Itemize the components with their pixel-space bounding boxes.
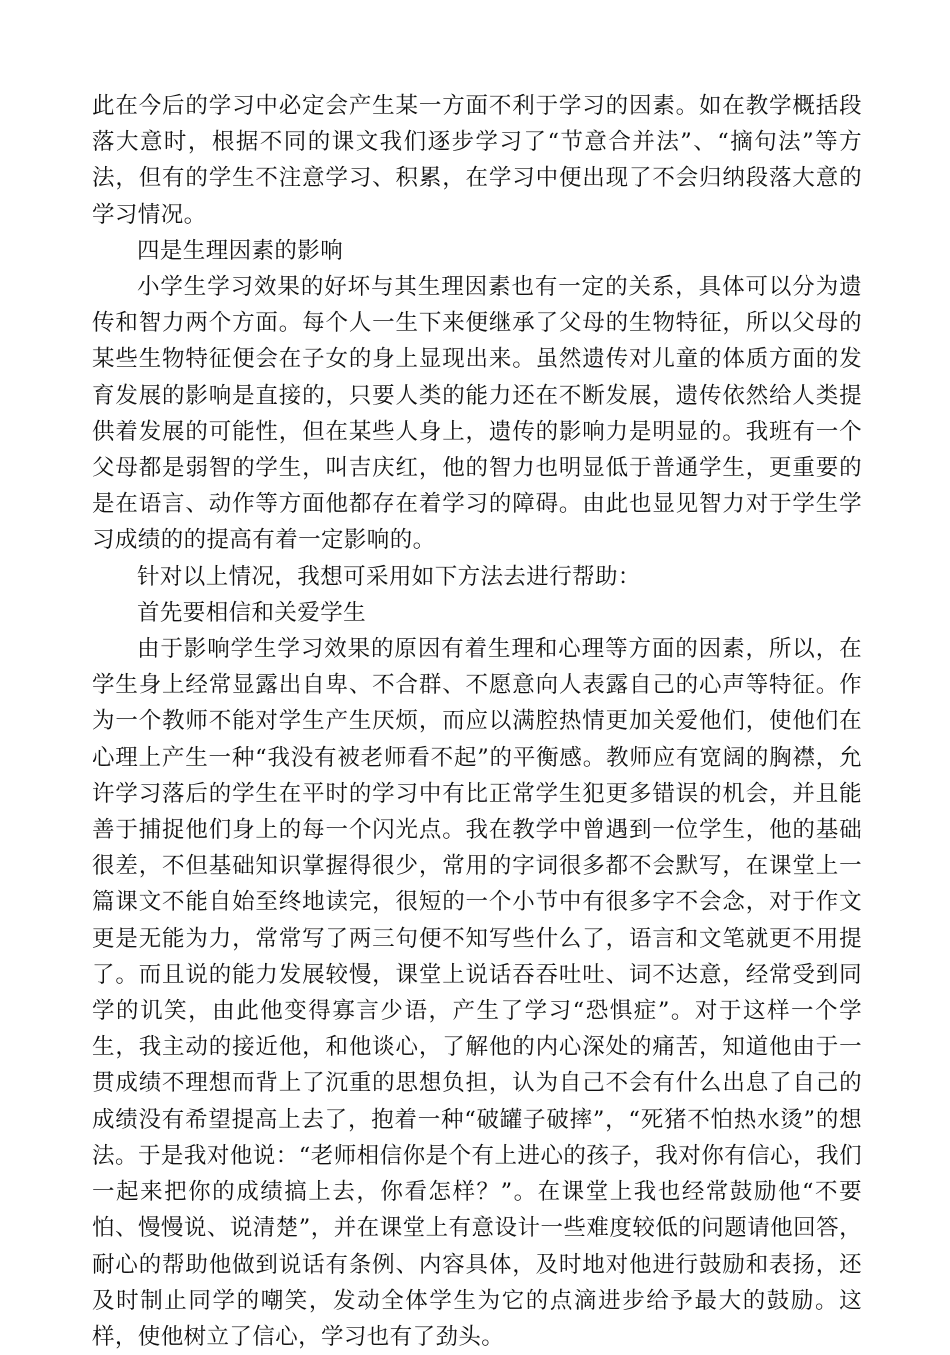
section-heading-trust-and-care: 首先要相信和关爱学生 — [137, 599, 367, 626]
paragraph-methods-intro: 针对以上情况，我想可采用如下方法去进行帮助： — [137, 563, 641, 590]
paragraph-physiological-factors: 小学生学习效果的好坏与其生理因素也有一定的关系，具体可以分为遗传和智力两个方面。每个人一生下来便继承了父母的生物特征，所以父母的某些生物特征便会在子女的身上显现出来。虽然遗传对儿童的体质方面的发育发展的影响是直接的，只要人类的能力还在不断发展，遗传依然给人类提供着发展的可能性，但在某些人身上，遗传的影响力是明显的。我班有一个父母都是弱智的学生，叫吉庆红，他的智力也明显低于普通学生，更重要的是在语言、动作等方面他都存在着学习的障碍。由此也显见智力对于学生学习成绩的的提高有着一定影响的。 — [92, 274, 862, 554]
section-heading-physiological-factors: 四是生理因素的影响 — [137, 237, 344, 264]
paragraph-continued-text: 此在今后的学习中必定会产生某一方面不利于学习的因素。如在教学概括段落大意时，根据不同的课文我们逐步学习了“节意合并法”、“摘句法”等方法，但有的学生不注意学习、积累，在学习中便出现了不会归纳段落大意的学习情况。 — [92, 93, 862, 228]
document-page — [92, 88, 862, 1355]
paragraph-trust-and-care: 由于影响学生学习效果的原因有着生理和心理等方面的因素，所以，在学生身上经常显露出自卑、不合群、不愿意向人表露自己的心声等特征。作为一个教师不能对学生产生厌烦，而应以满腔热情更加关爱他们，使他们在心理上产生一种“我没有被老师看不起”的平衡感。教师应有宽阔的胸襟，允许学习落后的学生在平时的学习中有比正常学生犯更多错误的机会，并且能善于捕捉他们身上的每一个闪光点。我在教学中曾遇到一位学生，他的基础很差，不但基础知识掌握得很少，常用的字词很多都不会默写，在课堂上一篇课文不能自始至终地读完，很短的一个小节中有很多字不会念，对于作文更是无能为力，常常写了两三句便不知写些什么了，语言和文笔就更不用提了。而且说的能力发展较慢，课堂上说话吞吞吐吐、词不达意，经常受到同学的讥笑，由此他变得寡言少语，产生了学习“恐惧症”。对于这样一个学生，我主动的接近他，和他谈心，了解他的内心深处的痛苦，知道他由于一贯成绩不理想而背上了沉重的思想负担，认为自己不会有什么出息了自己的成绩没有希望提高上去了，抱着一种“破罐子破摔”，“死猪不怕热水烫”的想法。于是我对他说：“老师相信你是个有上进心的孩子，我对你有信心，我们一起来把你的成绩搞上去，你看怎样？”。在课堂上我也经常鼓励他“不要怕、慢慢说、说清楚”，并在课堂上有意设计一些难度较低的问题请他回答，耐心的帮助他做到说话有条例、内容具体，及时地对他进行鼓励和表扬，还及时制止同学的嘲笑，发动全体学生为它的点滴进步给予最大的鼓励。这样，使他树立了信心，学习也有了劲头。 — [92, 636, 862, 1350]
